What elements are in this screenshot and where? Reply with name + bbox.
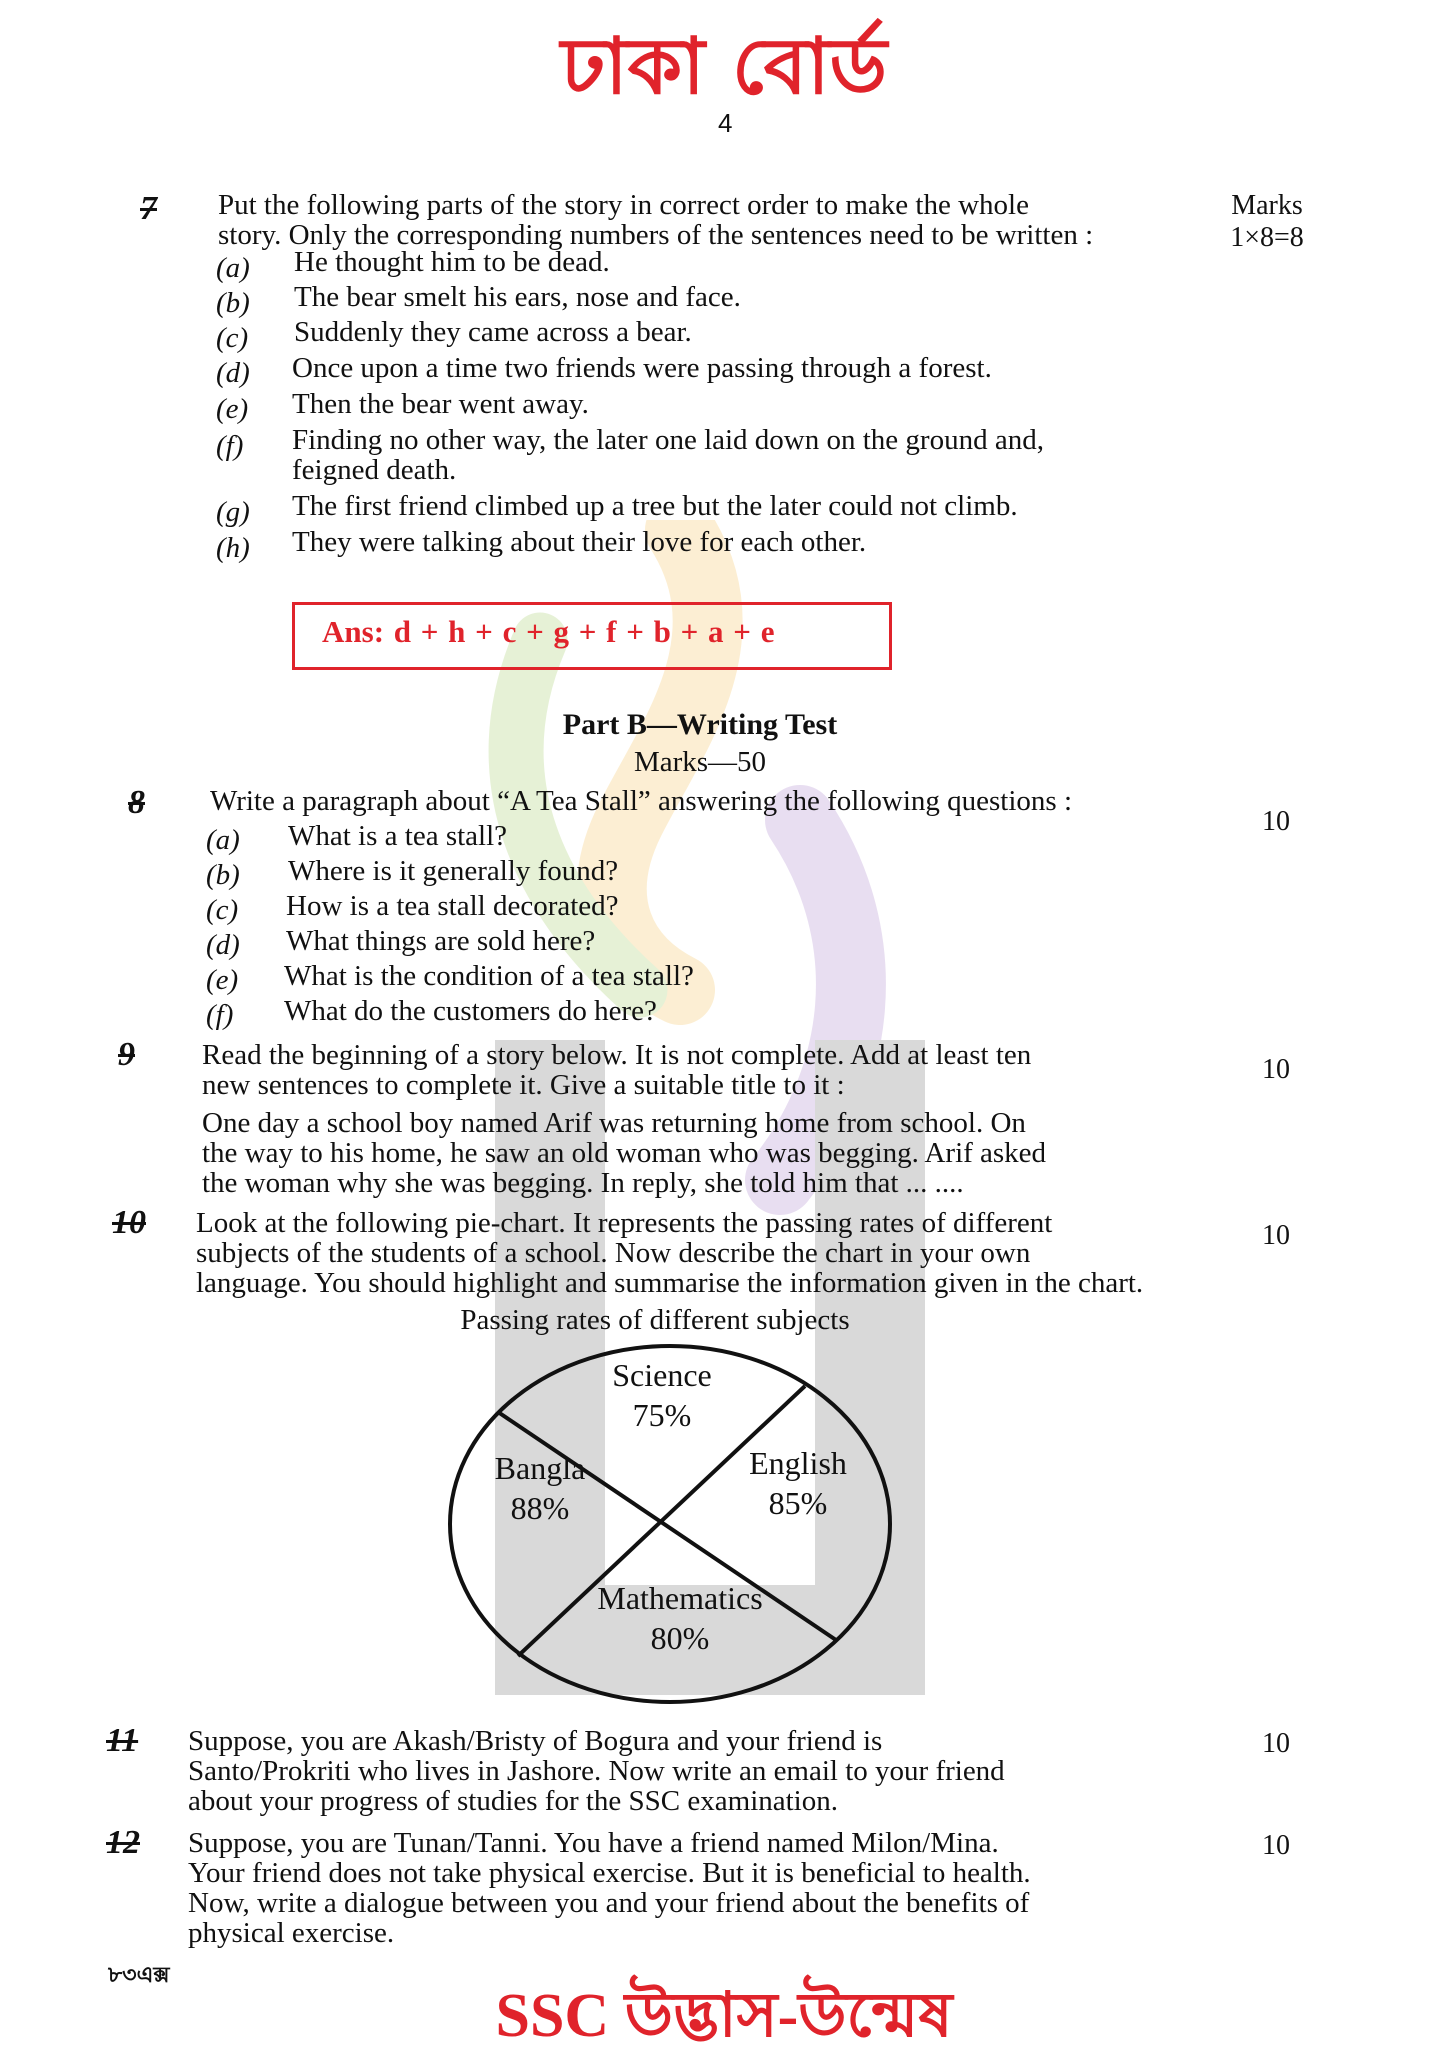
q12-number: 12 [106, 1824, 140, 1861]
pie-slice-value-science: 75% [632, 1397, 692, 1433]
q11-marks: 10 [1262, 1728, 1290, 1759]
pie-slice-label-mathematics: Mathematics [597, 1580, 763, 1616]
q8-marks: 10 [1262, 806, 1290, 837]
q12-marks: 10 [1262, 1830, 1290, 1861]
q7-option-text: Finding no other way, the later one laid down on the ground and, [292, 424, 1044, 456]
answer-text: Ans: d + h + c + g + f + b + a + e [322, 614, 775, 649]
q8-option-text: How is a tea stall decorated? [286, 890, 619, 922]
q7-option-text: They were talking about their love for each other. [292, 526, 867, 558]
q10-text-line2: subjects of the students of a school. Now describe the chart in your own [196, 1237, 1031, 1269]
q10-marks: 10 [1262, 1220, 1290, 1251]
q9-marks: 10 [1262, 1054, 1290, 1085]
q10-number: 10 [112, 1204, 146, 1241]
q12-text-line3: Now, write a dialogue between you and your friend about the benefits of [188, 1887, 1030, 1919]
q7-option-letter: (f) [216, 430, 244, 462]
q7-option-letter: (b) [216, 287, 250, 319]
q9-text-line2: new sentences to complete it. Give a suitable title to it : [202, 1069, 845, 1101]
pie-slice-label-bangla: Bangla [494, 1450, 586, 1486]
q7-option-letter: (h) [216, 532, 250, 564]
footer-code: ৮৩এক্স [108, 1963, 170, 1988]
board-title: ঢাকা বোর্ড [560, 22, 888, 112]
q9-story-line3: the woman why she was begging. In reply, she told him that ... .... [202, 1167, 964, 1199]
q7-option-letter: (g) [216, 496, 250, 528]
q9-story-line1: One day a school boy named Arif was returning home from school. On [202, 1107, 1026, 1139]
q9-text-line1: Read the beginning of a story below. It is not complete. Add at least ten [202, 1039, 1032, 1071]
q7-option-letter: (d) [216, 357, 250, 389]
pie-slice-label-science: Science [612, 1357, 712, 1393]
q12-text-line1: Suppose, you are Tunan/Tanni. You have a friend named Milon/Mina. [188, 1827, 999, 1859]
pie-slice-label-english: English [749, 1445, 847, 1481]
q7-option-text: The bear smelt his ears, nose and face. [294, 281, 741, 313]
footer-brand: SSC উদ্ভাস-উন্মেষ [495, 1982, 953, 2050]
q8-option-text: Where is it generally found? [288, 855, 619, 887]
q7-option-text: Once upon a time two friends were passing through a forest. [292, 352, 992, 384]
q12-text-line2: Your friend does not take physical exercise. But it is beneficial to health. [188, 1857, 1031, 1889]
part-b-title: Part B—Writing Test [562, 708, 838, 741]
q7-option-text-continued: feigned death. [292, 454, 457, 486]
q7-marks-value: 1×8=8 [1230, 222, 1304, 253]
q8-option-text: What do the customers do here? [284, 995, 657, 1027]
pie-slice-value-mathematics: 80% [650, 1620, 710, 1656]
q7-option-letter: (c) [216, 322, 249, 354]
pie-chart [440, 1334, 900, 1714]
q8-option-text: What is the condition of a tea stall? [284, 960, 694, 992]
q11-text-line1: Suppose, you are Akash/Bristy of Bogura and your friend is [188, 1725, 883, 1757]
pie-slice-value-bangla: 88% [510, 1490, 570, 1526]
pie-slice-value-english: 85% [768, 1485, 828, 1521]
q9-number: 9 [118, 1036, 135, 1073]
q9-story-line2: the way to his home, he saw an old woman who was begging. Arif asked [202, 1137, 1047, 1169]
q7-number: 7 [140, 190, 157, 227]
q8-option-letter: (c) [206, 894, 239, 926]
q8-option-letter: (b) [206, 859, 240, 891]
q11-text-line2: Santo/Prokriti who lives in Jashore. Now write an email to your friend [188, 1755, 1005, 1787]
q8-option-letter: (e) [206, 964, 239, 996]
q7-option-letter: (e) [216, 393, 249, 425]
q8-option-letter: (f) [206, 999, 234, 1031]
q8-option-letter: (a) [206, 824, 240, 856]
q10-text-line1: Look at the following pie-chart. It represents the passing rates of different [196, 1207, 1053, 1239]
q7-marks-label: Marks [1231, 190, 1303, 221]
q7-option-text: The first friend climbed up a tree but the later could not climb. [292, 490, 1018, 522]
q11-text-line3: about your progress of studies for the SSC examination. [188, 1785, 838, 1817]
q8-option-text: What things are sold here? [286, 925, 596, 957]
chart-title: Passing rates of different subjects [460, 1304, 850, 1336]
q8-text: Write a paragraph about “A Tea Stall” answering the following questions : [210, 785, 1072, 817]
q7-text-line1: Put the following parts of the story in correct order to make the whole [218, 189, 1029, 221]
q8-option-letter: (d) [206, 929, 240, 961]
q7-option-text: Suddenly they came across a bear. [294, 316, 692, 348]
q7-option-letter: (a) [216, 252, 250, 284]
q8-option-text: What is a tea stall? [288, 820, 508, 852]
page-number: 4 [718, 108, 733, 138]
q7-option-text: Then the bear went away. [292, 388, 589, 420]
q8-number: 8 [128, 784, 145, 821]
q10-text-line3: language. You should highlight and summarise the information given in the chart. [196, 1267, 1144, 1299]
q11-number: 11 [106, 1722, 139, 1759]
part-b-marks: Marks—50 [633, 746, 767, 778]
q7-option-text: He thought him to be dead. [294, 246, 610, 278]
q7-text-line2: story. Only the corresponding numbers of the sentences need to be written : [218, 219, 1094, 251]
q12-text-line4: physical exercise. [188, 1917, 395, 1949]
